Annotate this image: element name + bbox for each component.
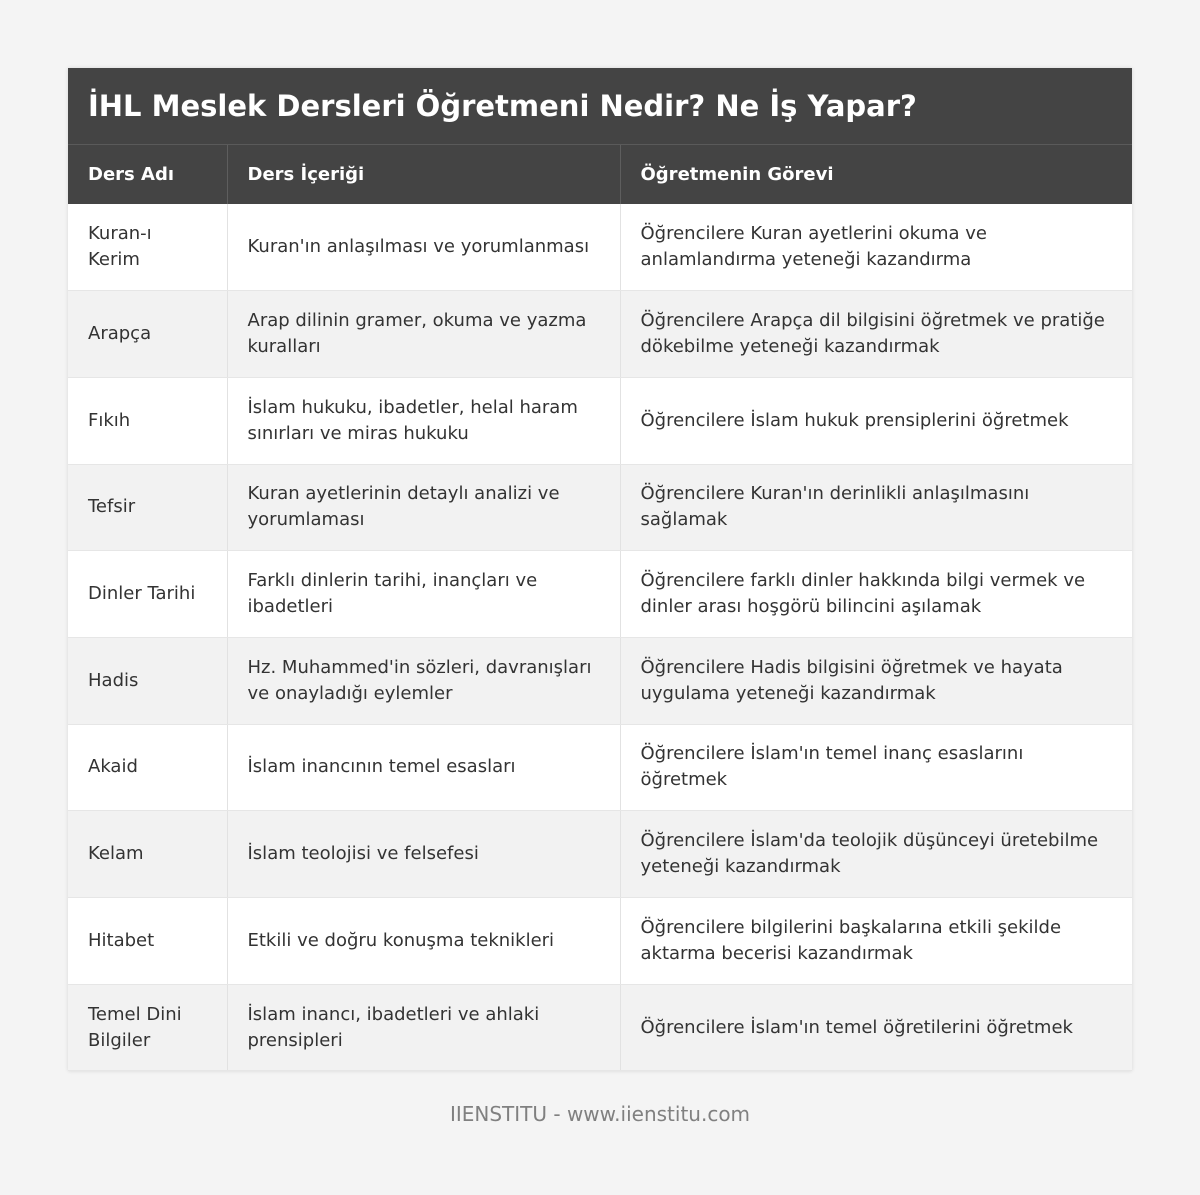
table-row: [68, 204, 1132, 291]
teacher-duty-cell: Öğrencilere bilgilerini başkalarına etkili şekilde aktarma becerisi kazandırmak: [620, 898, 1132, 985]
teacher-duty-cell: Öğrencilere Kuran'ın derinlikli anlaşılmasını sağlamak: [620, 464, 1132, 551]
course-name-cell: Arapça: [68, 291, 227, 378]
table-row: [68, 637, 1132, 724]
teacher-duty-cell: Öğrencilere Arapça dil bilgisini öğretmek ve pratiğe dökebilme yeteneği kazandırmak: [620, 291, 1132, 378]
course-content-cell: Kuran'ın anlaşılması ve yorumlanması: [227, 204, 620, 291]
table-header: [68, 145, 1132, 204]
course-name-cell: Tefsir: [68, 464, 227, 551]
teacher-duty-cell: Öğrencilere Hadis bilgisini öğretmek ve hayata uygulama yeteneği kazandırmak: [620, 637, 1132, 724]
table-row: [68, 377, 1132, 464]
course-content-cell: Farklı dinlerin tarihi, inançları ve ibadetleri: [227, 551, 620, 638]
teacher-duty-cell: Öğrencilere İslam'da teolojik düşünceyi üretebilme yeteneği kazandırmak: [620, 811, 1132, 898]
table-row: [68, 898, 1132, 985]
course-name-cell: Fıkıh: [68, 377, 227, 464]
course-content-cell: İslam inancının temel esasları: [227, 724, 620, 811]
table-row: [68, 464, 1132, 551]
course-content-cell: Arap dilinin gramer, okuma ve yazma kuralları: [227, 291, 620, 378]
course-content-cell: İslam inancı, ibadetleri ve ahlaki prensipleri: [227, 984, 620, 1071]
column-header-course-name: Ders Adı: [68, 145, 227, 204]
header-row: [68, 145, 1132, 204]
course-name-cell: Hitabet: [68, 898, 227, 985]
table-row: [68, 291, 1132, 378]
table-row: [68, 984, 1132, 1071]
table-body: [68, 204, 1132, 1071]
course-name-cell: Kuran-ı Kerim: [68, 204, 227, 291]
courses-table: [68, 145, 1132, 1071]
table-row: [68, 724, 1132, 811]
course-name-cell: Kelam: [68, 811, 227, 898]
course-content-cell: Kuran ayetlerinin detaylı analizi ve yorumlaması: [227, 464, 620, 551]
course-content-cell: İslam teolojisi ve felsefesi: [227, 811, 620, 898]
teacher-duty-cell: Öğrencilere İslam'ın temel öğretilerini öğretmek: [620, 984, 1132, 1071]
course-content-cell: İslam hukuku, ibadetler, helal haram sınırları ve miras hukuku: [227, 377, 620, 464]
footer-credit: IIENSTITU - www.iienstitu.com: [449, 1102, 751, 1126]
teacher-duty-cell: Öğrencilere İslam hukuk prensiplerini öğretmek: [620, 377, 1132, 464]
page-title: İHL Meslek Dersleri Öğretmeni Nedir? Ne İş Yapar?: [68, 68, 1132, 145]
column-header-teacher-duty: Öğretmenin Görevi: [640, 164, 834, 185]
course-content-cell: Etkili ve doğru konuşma teknikleri: [227, 898, 620, 985]
course-content-cell: Hz. Muhammed'in sözleri, davranışları ve onayladığı eylemler: [227, 637, 620, 724]
course-name-cell: Hadis: [68, 637, 227, 724]
teacher-duty-cell: Öğrencilere İslam'ın temel inanç esaslarını öğretmek: [620, 724, 1132, 811]
course-name-cell: Dinler Tarihi: [68, 551, 227, 638]
table-row: [68, 551, 1132, 638]
course-name-cell: Temel Dini Bilgiler: [68, 984, 227, 1071]
table-row: [68, 811, 1132, 898]
course-name-cell: Akaid: [68, 724, 227, 811]
teacher-duty-cell: Öğrencilere farklı dinler hakkında bilgi vermek ve dinler arası hoşgörü bilincini aşılamak: [620, 551, 1132, 638]
column-header-course-content: Ders İçeriği: [227, 145, 620, 204]
content-card: [68, 68, 1132, 1071]
teacher-duty-cell: Öğrencilere Kuran ayetlerini okuma ve anlamlandırma yeteneği kazandırma: [620, 204, 1132, 291]
